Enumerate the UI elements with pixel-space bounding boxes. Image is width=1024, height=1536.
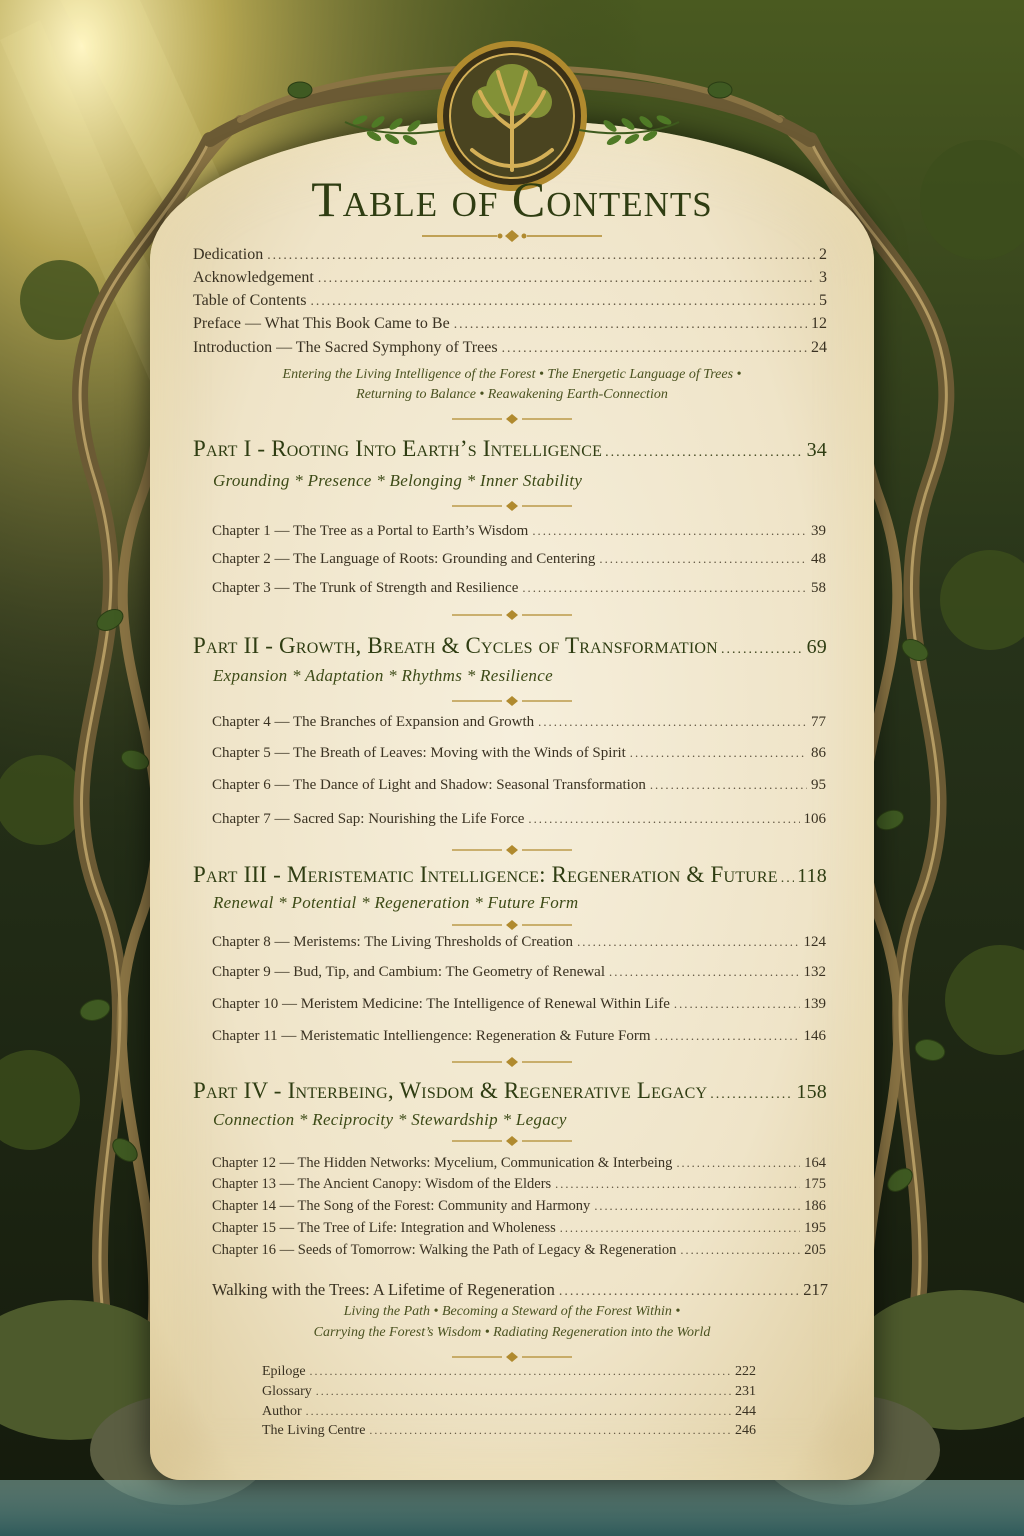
chapter-page: 186 xyxy=(804,1198,826,1214)
toc-entry-page: 217 xyxy=(803,1280,828,1299)
toc-part-4[interactable] xyxy=(193,1078,827,1104)
flourish-divider-icon xyxy=(452,1134,572,1148)
toc-entry-author[interactable] xyxy=(262,1404,756,1420)
toc-entry-page: 2 xyxy=(819,246,827,263)
flourish-divider-icon xyxy=(452,412,572,426)
flourish-divider-icon xyxy=(452,499,572,513)
toc-chapter-14[interactable] xyxy=(212,1198,826,1215)
introduction-subtopics: Returning to Balance • Reawakening Earth-Connection xyxy=(356,387,668,402)
page-title: Table of Contents xyxy=(311,171,713,227)
toc-chapter-9[interactable] xyxy=(212,964,826,981)
part-page: 34 xyxy=(806,439,827,461)
part-page: 118 xyxy=(797,865,827,887)
toc-part-1[interactable] xyxy=(193,436,827,462)
chapter-page: 86 xyxy=(811,745,826,761)
chapter-page: 48 xyxy=(811,551,826,567)
toc-chapter-5[interactable] xyxy=(212,745,826,762)
chapter-label: Chapter 5 — The Breath of Leaves: Moving with the Winds of Spirit xyxy=(212,745,626,761)
toc-entry-epiloge[interactable] xyxy=(262,1364,756,1380)
toc-chapter-2[interactable] xyxy=(212,551,826,568)
toc-entry-glossary[interactable] xyxy=(262,1384,756,1400)
chapter-page: 195 xyxy=(804,1220,826,1236)
toc-entry-label: Dedication xyxy=(193,246,264,263)
laurel-branch-icon xyxy=(340,108,450,148)
laurel-branch-icon xyxy=(574,108,684,148)
toc-entry-label: Epiloge xyxy=(262,1364,306,1379)
toc-chapter-8[interactable] xyxy=(212,934,826,951)
chapter-page: 139 xyxy=(803,996,826,1012)
chapter-label: Chapter 4 — The Branches of Expansion and Growth xyxy=(212,714,535,730)
toc-chapter-7[interactable] xyxy=(212,811,826,828)
flourish-divider-icon xyxy=(452,694,572,708)
chapter-page: 106 xyxy=(803,811,826,827)
toc-part-3[interactable] xyxy=(193,862,827,888)
toc-entry-walking-with-the-trees[interactable] xyxy=(212,1280,828,1300)
part-page: 158 xyxy=(796,1081,827,1103)
chapter-page: 124 xyxy=(803,934,826,950)
toc-entry-page: 24 xyxy=(811,339,827,356)
chapter-label: Chapter 2 — The Language of Roots: Grounding and Centering xyxy=(212,551,596,567)
chapter-page: 205 xyxy=(804,1242,826,1258)
chapter-label: Chapter 8 — Meristems: The Living Thresholds of Creation xyxy=(212,934,574,950)
chapter-page: 146 xyxy=(803,1028,826,1044)
chapter-label: Chapter 10 — Meristem Medicine: The Intelligence of Renewal Within Life xyxy=(212,996,670,1012)
toc-chapter-10[interactable] xyxy=(212,996,826,1013)
chapter-page: 132 xyxy=(803,964,826,980)
toc-entry-label: Acknowledgement xyxy=(193,269,314,286)
chapter-label: Chapter 15 — The Tree of Life: Integration and Wholeness xyxy=(212,1220,556,1236)
chapter-label: Chapter 13 — The Ancient Canopy: Wisdom of the Elders xyxy=(212,1176,552,1192)
flourish-divider-icon xyxy=(422,228,602,244)
chapter-label: Chapter 11 — Meristematic Intelliengence: Regeneration & Future Form xyxy=(212,1028,651,1044)
toc-entry-introduction[interactable] xyxy=(193,339,827,357)
toc-chapter-3[interactable] xyxy=(212,580,826,597)
toc-entry-the-living-centre[interactable] xyxy=(262,1423,756,1439)
part-themes: Expansion * Adaptation * Rhythms * Resilience xyxy=(213,666,553,685)
chapter-page: 77 xyxy=(811,714,826,730)
chapter-page: 58 xyxy=(811,580,826,596)
flourish-divider-icon xyxy=(452,1350,572,1364)
toc-entry-page: 222 xyxy=(735,1364,756,1379)
part-title: Part IV - Interbeing, Wisdom & Regenerative Legacy xyxy=(193,1078,708,1103)
toc-entry-page: 12 xyxy=(811,315,827,332)
toc-entry-page: 5 xyxy=(819,292,827,309)
toc-chapter-4[interactable] xyxy=(212,714,826,731)
walking-subtopics: Living the Path • Becoming a Steward of the Forest Within • xyxy=(343,1304,681,1319)
chapter-label: Chapter 16 — Seeds of Tomorrow: Walking the Path of Legacy & Regeneration xyxy=(212,1242,677,1258)
part-title: Part I - Rooting Into Earth’s Intelligence xyxy=(193,436,603,461)
toc-entry-label: The Living Centre xyxy=(262,1423,366,1438)
part-page: 69 xyxy=(806,636,827,658)
toc-entry-preface[interactable] xyxy=(193,315,827,333)
chapter-page: 95 xyxy=(811,777,826,793)
toc-entry-page: 3 xyxy=(819,269,827,286)
chapter-label: Chapter 1 — The Tree as a Portal to Earth’s Wisdom xyxy=(212,523,529,539)
toc-entry-dedication[interactable] xyxy=(193,246,827,264)
introduction-subtopics: Entering the Living Intelligence of the Forest • The Energetic Language of Trees • xyxy=(282,367,742,382)
flourish-divider-icon xyxy=(452,843,572,857)
chapter-label: Chapter 3 — The Trunk of Strength and Resilience xyxy=(212,580,519,596)
toc-entry-table-of-contents[interactable] xyxy=(193,292,827,310)
chapter-label: Chapter 12 — The Hidden Networks: Mycelium, Communication & Interbeing xyxy=(212,1155,673,1171)
toc-chapter-11[interactable] xyxy=(212,1028,826,1045)
chapter-page: 164 xyxy=(804,1155,826,1171)
toc-entry-label: Walking with the Trees: A Lifetime of Regeneration xyxy=(212,1280,555,1299)
toc-chapter-16[interactable] xyxy=(212,1242,826,1259)
toc-entry-label: Author xyxy=(262,1404,302,1419)
toc-entry-label: Table of Contents xyxy=(193,292,307,309)
part-themes: Grounding * Presence * Belonging * Inner Stability xyxy=(213,471,583,490)
chapter-page: 39 xyxy=(811,523,826,539)
walking-subtopics: Carrying the Forest’s Wisdom • Radiating Regeneration into the World xyxy=(313,1325,711,1340)
chapter-label: Chapter 14 — The Song of the Forest: Community and Harmony xyxy=(212,1198,591,1214)
toc-chapter-12[interactable] xyxy=(212,1155,826,1172)
part-themes: Connection * Reciprocity * Stewardship * Legacy xyxy=(213,1110,567,1129)
toc-entry-page: 231 xyxy=(735,1384,756,1399)
toc-entry-acknowledgement[interactable] xyxy=(193,269,827,287)
flourish-divider-icon xyxy=(452,918,572,932)
toc-chapter-6[interactable] xyxy=(212,777,826,794)
toc-chapter-13[interactable] xyxy=(212,1176,826,1193)
flourish-divider-icon xyxy=(452,608,572,622)
part-title: Part II - Growth, Breath & Cycles of Transformation xyxy=(193,633,718,658)
toc-entry-page: 246 xyxy=(735,1423,756,1438)
chapter-label: Chapter 6 — The Dance of Light and Shadow: Seasonal Transformation xyxy=(212,777,646,793)
part-title: Part III - Meristematic Intelligence: Regeneration & Future xyxy=(193,862,778,887)
toc-part-2[interactable] xyxy=(193,633,827,659)
toc-entry-label: Introduction — The Sacred Symphony of Trees xyxy=(193,339,498,356)
chapter-label: Chapter 9 — Bud, Tip, and Cambium: The Geometry of Renewal xyxy=(212,964,606,980)
part-themes: Renewal * Potential * Regeneration * Future Form xyxy=(213,893,579,912)
toc-entry-label: Glossary xyxy=(262,1384,312,1399)
toc-chapter-15[interactable] xyxy=(212,1220,826,1237)
flourish-divider-icon xyxy=(452,1055,572,1069)
chapter-page: 175 xyxy=(804,1176,826,1192)
toc-entry-page: 244 xyxy=(735,1404,756,1419)
toc-entry-label: Preface — What This Book Came to Be xyxy=(193,315,450,332)
chapter-label: Chapter 7 — Sacred Sap: Nourishing the Life Force xyxy=(212,811,525,827)
toc-chapter-1[interactable] xyxy=(212,523,826,540)
